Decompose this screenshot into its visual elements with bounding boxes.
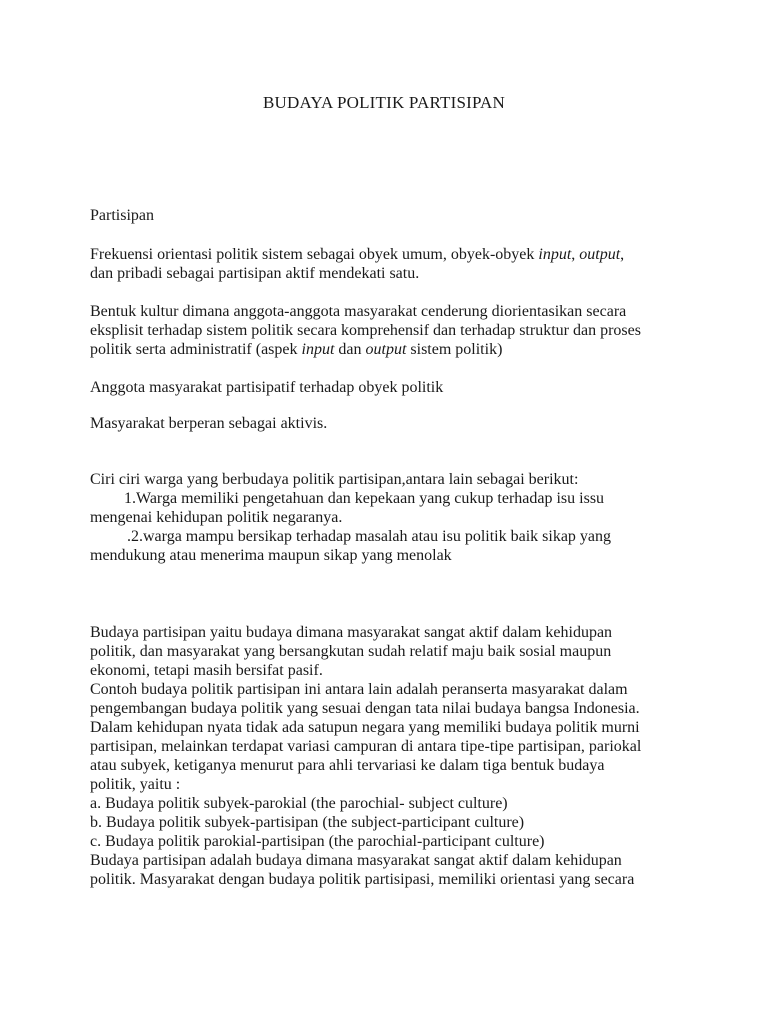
text-span: , (620, 246, 625, 263)
text-span: dan (334, 341, 366, 358)
italic-term: output (579, 246, 621, 263)
document-title: BUDAYA POLITIK PARTISIPAN (262, 93, 506, 112)
body-line: pengembangan budaya politik yang sesuai dengan tata nilai budaya bangsa Indonesia. (90, 700, 640, 717)
body-line: politik. Masyarakat dengan budaya politik partisipasi, memiliki orientasi yang secara (90, 871, 635, 888)
ciri-intro: Ciri ciri warga yang berbudaya politik partisipan,antara lain sebagai berikut: (90, 471, 579, 488)
body-text (90, 623, 690, 889)
text-span: , (571, 246, 580, 263)
body-line: ekonomi, tetapi masih bersifat pasif. (90, 662, 323, 679)
text-span: Frekuensi orientasi politik sistem sebagai obyek umum, obyek-obyek (90, 246, 539, 263)
paragraph-bentuk-kultur (90, 302, 690, 359)
paragraph-line: dan pribadi sebagai partisipan aktif mendekati satu. (90, 265, 420, 282)
italic-term: output (365, 341, 407, 358)
text-span: politik serta administratif (aspek (90, 341, 302, 358)
ciri-item-1: 1.Warga memiliki pengetahuan dan kepekaan yang cukup terhadap isu issu (124, 490, 605, 507)
text-span: sistem politik) (406, 341, 503, 358)
paragraph-anggota: Anggota masyarakat partisipatif terhadap obyek politik (90, 379, 444, 396)
body-line: b. Budaya politik subyek-partisipan (the subject-participant culture) (90, 814, 525, 831)
body-line: politik, dan masyarakat yang bersangkutan sudah relatif maju baik sosial maupun (90, 643, 612, 660)
body-line: atau subyek, ketiganya menurut para ahli tervariasi ke dalam tiga bentuk budaya (90, 757, 605, 774)
paragraph-line (90, 245, 690, 264)
paragraph-frekuensi (90, 245, 690, 283)
ciri-item-2: .2.warga mampu bersikap terhadap masalah atau isu politik baik sikap yang (127, 528, 612, 545)
body-line: Dalam kehidupan nyata tidak ada satupun negara yang memiliki budaya politik murni (90, 719, 640, 736)
body-line: Budaya partisipan yaitu budaya dimana masyarakat sangat aktif dalam kehidupan (90, 624, 613, 641)
italic-term: input (301, 341, 335, 358)
ciri-item-1-cont: mengenai kehidupan politik negaranya. (90, 509, 343, 526)
body-line: partisipan, melainkan terdapat variasi campuran di antara tipe-tipe partisipan, pariokal (90, 738, 642, 755)
italic-term: input (538, 246, 572, 263)
paragraph-line: eksplisit terhadap sistem politik secara komprehensif dan terhadap struktur dan proses (90, 322, 641, 339)
body-line: Contoh budaya politik partisipan ini antara lain adalah peranserta masyarakat dalam (90, 681, 628, 698)
body-line: Budaya partisipan adalah budaya dimana masyarakat sangat aktif dalam kehidupan (90, 852, 622, 869)
body-line: politik, yaitu : (90, 776, 181, 793)
paragraph-line (90, 340, 690, 359)
body-line: a. Budaya politik subyek-parokial (the parochial- subject culture) (90, 795, 508, 812)
paragraph-masyarakat-aktivis: Masyarakat berperan sebagai aktivis. (90, 415, 328, 432)
heading-partisipan: Partisipan (90, 207, 154, 224)
body-line: c. Budaya politik parokial-partisipan (the parochial-participant culture) (90, 833, 545, 850)
ciri-list (90, 470, 690, 565)
paragraph-line: Bentuk kultur dimana anggota-anggota masyarakat cenderung diorientasikan secara (90, 303, 627, 320)
ciri-item-2-cont: mendukung atau menerima maupun sikap yang menolak (90, 547, 452, 564)
